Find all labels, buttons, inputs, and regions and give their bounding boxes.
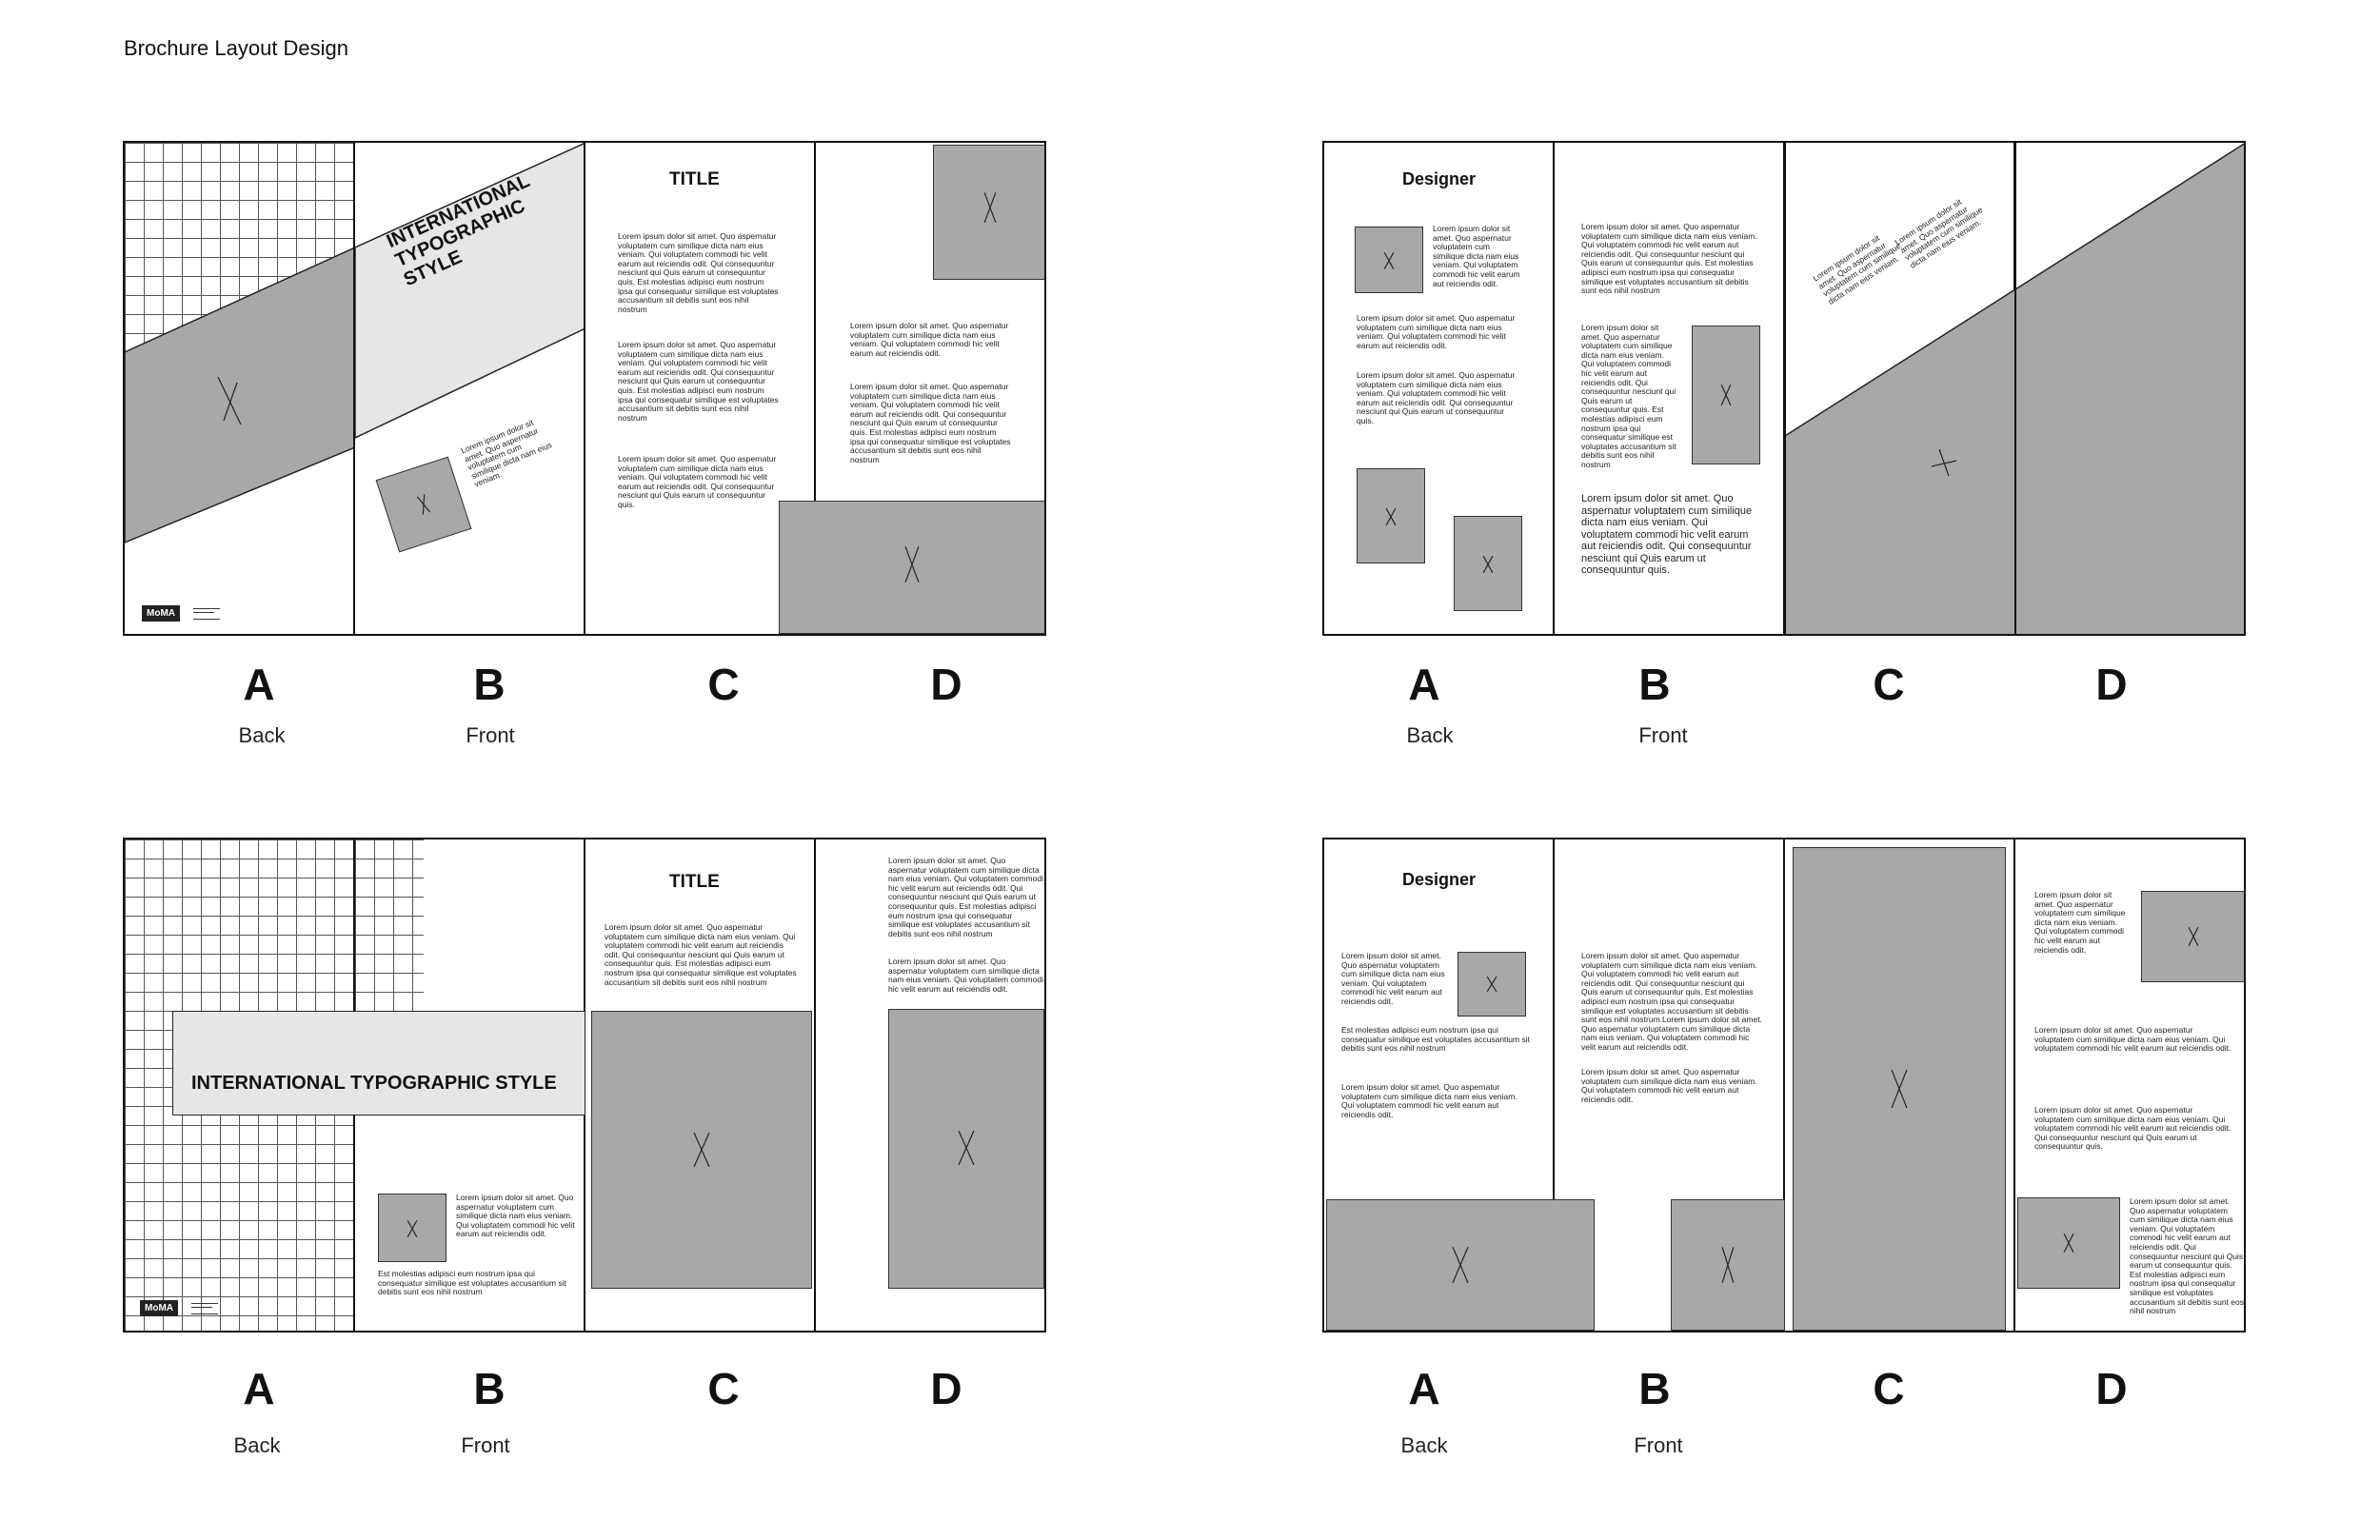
panel-letter-c: C	[707, 660, 740, 709]
brochure-layout-2	[1322, 141, 2246, 636]
brochure-layout-1	[123, 141, 1046, 636]
rotated-text: Lorem ipsum dolor sit amet. Quo aspernatur voluptatem cum similique dicta nam eius veniam.	[459, 417, 553, 489]
body-text-3: Lorem ipsum dolor sit amet. Quo aspernatur voluptatem cum similique dicta nam eius veniam. Qui voluptatem commodi hic velit earum aut reiciendis odit.	[1341, 1082, 1517, 1119]
logo-lines	[191, 1303, 218, 1314]
body-text-6: Lorem ipsum dolor sit amet. Quo aspernatur voluptatem cum similique dicta nam eius veniam. Qui voluptatem commodi hic velit earum aut reiciendis odit.	[2034, 890, 2126, 955]
image-placeholder	[2017, 1197, 2120, 1289]
label-back: Back	[1400, 1433, 1448, 1457]
label-front: Front	[461, 1433, 510, 1457]
page-title: Brochure Layout Design	[124, 36, 349, 60]
panel-c	[585, 839, 816, 1331]
designer-heading: Designer	[1402, 870, 1477, 889]
body-text-1: Lorem ipsum dolor sit amet. Quo aspernatur voluptatem cum similique dicta nam eius veniam. Qui voluptatem commodi hic velit earum aut reiciendis odit.	[1433, 224, 1520, 288]
panel-letter-d: D	[2095, 1364, 2128, 1413]
panel-c	[1785, 839, 2015, 1331]
panel-letter-a: A	[1408, 1364, 1440, 1413]
designer-heading: Designer	[1402, 169, 1477, 188]
panel-letter-a: A	[1408, 660, 1440, 709]
diagonal-image-area	[1324, 143, 2246, 636]
image-placeholder	[1458, 952, 1526, 1017]
rotated-text-1: Lorem ipsum dolor sit amet. Quo aspernatur voluptatem cum similique dicta nam eius veniam.	[1811, 232, 1903, 306]
title-heading: TITLE	[669, 872, 720, 892]
label-back: Back	[238, 723, 286, 747]
image-placeholder	[378, 1194, 446, 1262]
title-heading: TITLE	[669, 169, 720, 189]
panel-letter-d: D	[2095, 660, 2128, 709]
body-text-5: Lorem ipsum dolor sit amet. Quo aspernatur voluptatem cum similique dicta nam eius veniam. Qui voluptatem commodi hic velit earum aut reiciendis odit. Qui consequuntur nesciunt qui Quis earum ut consequuntur quis. Est molestias adipisci eum nostrum ipsa qui consequatur similique est voluptates accusantium sit debitis sunt eos nihil nostrum	[1581, 323, 1676, 469]
image-placeholder	[933, 145, 1046, 280]
brochure-layout-3	[123, 838, 1046, 1333]
moma-logo: MoMA	[140, 1300, 178, 1316]
body-text-4: Lorem ipsum dolor sit amet. Quo aspernatur voluptatem cum similique dicta nam eius veniam. Qui voluptatem commodi hic velit earum aut reiciendis odit. Qui consequuntur nesciunt qui Quis earum ut consequuntur quis. Est molestias adipisci eum nostrum ipsa qui consequatur similique est voluptates accusantium sit debitis sunt eos nihil nostrum	[888, 856, 1043, 938]
panel-letter-d: D	[930, 660, 962, 709]
image-placeholder	[1326, 1199, 1595, 1331]
grid-pattern	[355, 839, 424, 1011]
body-text-7: Lorem ipsum dolor sit amet. Quo aspernatur voluptatem cum similique dicta nam eius veniam. Qui voluptatem commodi hic velit earum aut reiciendis odit.	[2034, 1025, 2231, 1054]
title-band	[172, 1011, 585, 1116]
panel-letter-b: B	[473, 1364, 506, 1413]
body-text-4: Lorem ipsum dolor sit amet. Quo aspernatur voluptatem cum similique dicta nam eius veniam. Qui voluptatem commodi hic velit earum aut reiciendis odit. Qui consequuntur nesciunt qui Quis earum ut consequuntur quis. Est molestias adipisci eum nostrum ipsa qui consequatur similique est voluptates accusantium sit debitis sunt eos nihil nostrum.Lorem ipsum dolor sit amet. Quo aspernatur voluptatem cum similique dicta nam eius veniam. Qui voluptatem commodi hic velit earum aut reiciendis odit.	[1581, 951, 1762, 1052]
body-text-4: Lorem ipsum dolor sit amet. Quo aspernatur voluptatem cum similique dicta nam eius veniam. Qui voluptatem commodi hic velit earum aut reiciendis odit. Qui consequuntur nesciunt qui Quis earum ut consequuntur quis. Est molestias adipisci eum nostrum ipsa qui consequatur similique est voluptates accusantium sit debitis sunt eos nihil nostrum	[1581, 222, 1757, 296]
body-text-4: Lorem ipsum dolor sit amet. Quo aspernatur voluptatem cum similique dicta nam eius veniam. Qui voluptatem commodi hic velit earum aut reiciendis odit.	[850, 321, 1009, 358]
panel-letter-b: B	[1638, 660, 1671, 709]
image-placeholder	[2141, 891, 2246, 982]
body-text-5: Lorem ipsum dolor sit amet. Quo aspernatur voluptatem cum similique dicta nam eius veniam. Qui voluptatem commodi hic velit earum aut reiciendis odit.	[1581, 1067, 1757, 1104]
brochure-layout-4	[1322, 838, 2246, 1333]
image-placeholder	[591, 1011, 812, 1289]
label-back: Back	[1406, 723, 1454, 747]
panel-letter-c: C	[1873, 1364, 1905, 1413]
panel-letter-b: B	[1638, 1364, 1671, 1413]
panel-letter-d: D	[930, 1364, 962, 1413]
body-text-5: Lorem ipsum dolor sit amet. Quo aspernatur voluptatem cum similique dicta nam eius veniam. Qui voluptatem commodi hic velit earum aut reiciendis odit. Qui consequuntur nesciunt qui Quis earum ut consequuntur quis. Est molestias adipisci eum nostrum ipsa qui consequatur similique est voluptates accusantium sit debitis sunt eos nihil nostrum	[850, 382, 1011, 464]
panel-letter-a: A	[243, 660, 275, 709]
body-text-9: Lorem ipsum dolor sit amet. Quo aspernatur voluptatem cum similique dicta nam eius veniam. Qui voluptatem commodi hic velit earum aut reiciendis odit. Qui consequuntur nesciunt qui Quis earum ut consequuntur quis. Est molestias adipisci eum nostrum ipsa qui consequatur similique est voluptates accusantium sit debitis sunt eos nihil nostrum	[2130, 1196, 2245, 1316]
body-text-8: Lorem ipsum dolor sit amet. Quo aspernatur voluptatem cum similique dicta nam eius veniam. Qui voluptatem commodi hic velit earum aut reiciendis odit. Qui consequuntur nesciunt qui Quis earum ut consequuntur quis.	[2034, 1105, 2231, 1152]
body-text-5: Lorem ipsum dolor sit amet. Quo aspernatur voluptatem cum similique dicta nam eius veniam. Qui voluptatem commodi hic velit earum aut reiciendis odit.	[888, 957, 1043, 994]
moma-logo: MoMA	[142, 605, 180, 622]
image-placeholder	[1671, 1199, 1785, 1331]
panel-b	[355, 143, 585, 634]
panel-a	[125, 143, 355, 634]
body-text-1: Lorem ipsum dolor sit amet. Quo aspernatur voluptatem cum similique dicta nam eius veniam. Qui voluptatem commodi hic velit earum aut reiciendis odit. Qui consequuntur nesciunt qui Quis earum ut consequuntur quis. Est molestias adipisci eum nostrum ipsa qui consequatur similique est voluptates accusantium sit debitis sunt eos nihil nostrum	[618, 231, 779, 314]
panel-letter-b: B	[473, 660, 506, 709]
body-text-large: Lorem ipsum dolor sit amet. Quo aspernatur voluptatem cum similique dicta nam eius veniam. Qui voluptatem commodi hic velit earum aut reiciendis odit. Qui consequuntur nesciunt qui Quis earum ut consequuntur quis.	[1581, 493, 1753, 576]
body-text-3: Lorem ipsum dolor sit amet. Quo aspernatur voluptatem cum similique dicta nam eius veniam. Qui voluptatem commodi hic velit earum aut reiciendis odit. Qui consequuntur nesciunt qui Quis earum ut consequuntur quis.	[618, 454, 777, 509]
body-text-2: Lorem ipsum dolor sit amet. Quo aspernatur voluptatem cum similique dicta nam eius veniam. Qui voluptatem commodi hic velit earum aut reiciendis odit. Qui consequuntur nesciunt qui Quis earum ut consequuntur quis. Est molestias adipisci eum nostrum ipsa qui consequatur similique est voluptates accusantium sit debitis sunt eos nihil nostrum	[618, 340, 779, 423]
panel-d	[2015, 839, 2246, 1331]
diagonal-image-band	[125, 143, 355, 634]
rotated-text-2: Lorem ipsum dolor sit amet. Quo aspernatur voluptatem cum similique dicta nam eius veniam.	[1893, 196, 1985, 270]
label-front: Front	[1638, 723, 1688, 747]
image-placeholder	[1793, 847, 2006, 1331]
body-text-3: Lorem ipsum dolor sit amet. Quo aspernatur voluptatem cum similique dicta nam eius veniam. Qui voluptatem commodi hic velit earum aut reiciendis odit. Qui consequuntur nesciunt qui Quis earum ut consequuntur quis. Est molestias adipisci eum nostrum ipsa qui consequatur similique est voluptates accusantium sit debitis sunt eos nihil nostrum	[605, 922, 797, 987]
body-text-2: Lorem ipsum dolor sit amet. Quo aspernatur voluptatem cum similique dicta nam eius veniam. Qui voluptatem commodi hic velit earum aut reiciendis odit.	[1357, 313, 1516, 350]
body-text-1: Lorem ipsum dolor sit amet. Quo aspernatur voluptatem cum similique dicta nam eius veniam. Qui voluptatem commodi hic velit earum aut reiciendis odit.	[456, 1193, 575, 1239]
label-back: Back	[233, 1433, 281, 1457]
body-text-2: Est molestias adipisci eum nostrum ipsa qui consequatur similique est voluptates accusantium sit debitis sunt eos nihil nostrum	[378, 1269, 566, 1297]
panel-d	[816, 839, 1046, 1331]
logo-lines	[193, 608, 220, 620]
label-front: Front	[1634, 1433, 1683, 1457]
panel-letter-a: A	[243, 1364, 275, 1413]
panel-letter-c: C	[707, 1364, 740, 1413]
label-front: Front	[466, 723, 515, 747]
its-heading-rotated: INTERNATIONAL TYPOGRAPHIC STYLE	[384, 170, 533, 291]
body-text-2: Est molestias adipisci eum nostrum ipsa qui consequatur similique est voluptates accusantium sit debitis sunt eos nihil nostrum	[1341, 1025, 1530, 1054]
panel-letter-c: C	[1873, 660, 1905, 709]
body-text-3: Lorem ipsum dolor sit amet. Quo aspernatur voluptatem cum similique dicta nam eius veniam. Qui voluptatem commodi hic velit earum aut reiciendis odit. Qui consequuntur nesciunt qui Quis earum ut consequuntur quis.	[1357, 370, 1516, 425]
image-placeholder	[779, 501, 1046, 634]
its-heading-line: INTERNATIONAL TYPOGRAPHIC STYLE	[191, 1073, 557, 1094]
image-placeholder	[888, 1009, 1044, 1289]
body-text-1: Lorem ipsum dolor sit amet. Quo aspernatur voluptatem cum similique dicta nam eius veniam. Qui voluptatem commodi hic velit earum aut reiciendis odit.	[1341, 951, 1445, 1006]
